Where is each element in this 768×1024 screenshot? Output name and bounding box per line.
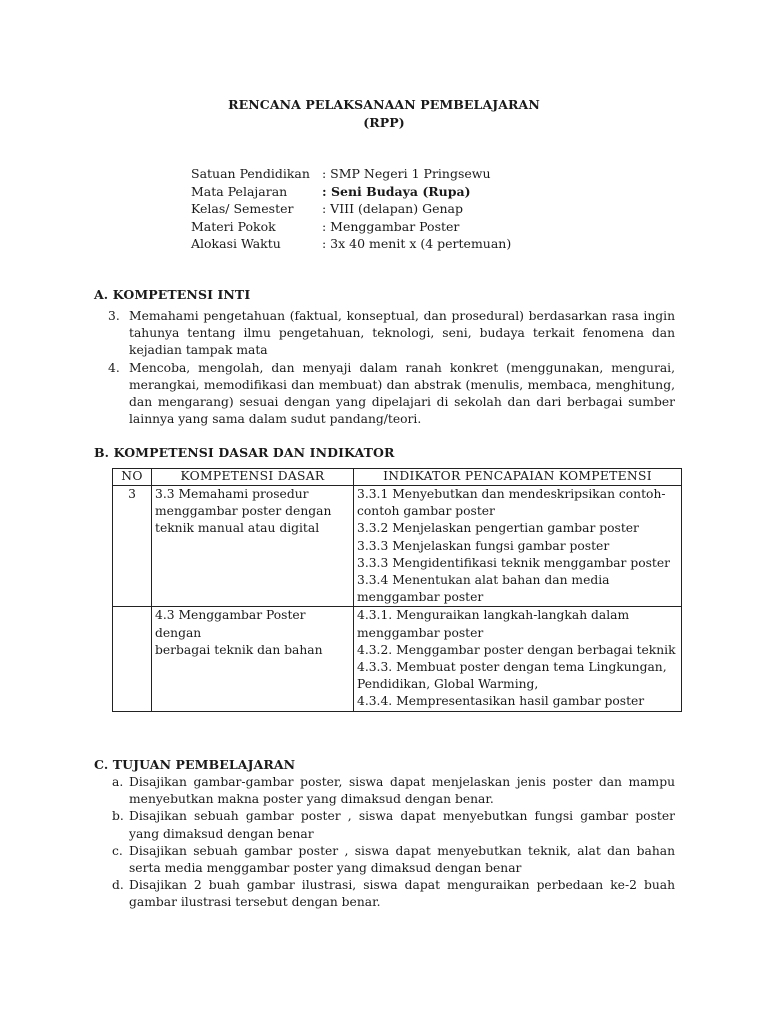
item-text: Disajikan sebuah gambar poster , siswa dapat menyebutkan teknik, alat dan bahan serta media menggambar poster yang dimaksud dengan benar <box>129 843 675 876</box>
tujuan-item <box>112 843 675 877</box>
kd-line: teknik manual atau digital <box>155 521 320 536</box>
identity-label: Mata Pelajaran <box>191 183 288 199</box>
identity-label: Satuan Pendidikan <box>191 166 310 181</box>
kd-line: dengan <box>155 625 202 640</box>
indicator-item: 3.3.2 Menjelaskan pengertian gambar poster <box>357 521 639 536</box>
item-number: 4. <box>108 360 120 375</box>
identity-value: : Menggambar Poster <box>322 218 460 234</box>
identity-value: : SMP Negeri 1 Pringsewu <box>322 166 491 181</box>
section-c-heading: C. TUJUAN PEMBELAJARAN <box>94 757 296 772</box>
identity-label: Materi Pokok <box>191 218 276 234</box>
document-subtitle: (RPP) <box>363 115 405 130</box>
kompetensi-table <box>112 468 682 712</box>
identity-block <box>191 165 511 253</box>
indicator-item: 4.3.2. Menggambar poster dengan berbagai teknik <box>357 642 676 657</box>
item-text: Disajikan 2 buah gambar ilustrasi, siswa dapat menguraikan perbedaan ke-2 buah gambar ilustrasi tersebut dengan benar. <box>129 878 675 910</box>
indicator-item: 3.3.3 Mengidentifikasi teknik menggambar poster <box>357 555 671 570</box>
section-a-heading: A. KOMPETENSI INTI <box>94 287 251 302</box>
kompetensi-inti-item <box>108 360 675 429</box>
tujuan-item <box>112 877 675 911</box>
kompetensi-inti-item <box>108 308 675 360</box>
indicator-item: 4.3.1. Menguraikan langkah-langkah dalam menggambar poster <box>357 608 630 640</box>
kd-line: 4.3 Menggambar Poster <box>155 608 306 623</box>
indicator-item: 3.3.1 Menyebutkan dan mendeskripsikan contoh-contoh gambar poster <box>357 487 666 519</box>
kd-line: berbagai teknik dan bahan <box>155 642 323 657</box>
table-cell-indicators <box>354 607 682 711</box>
kompetensi-inti-list <box>108 308 675 428</box>
table-row <box>113 607 682 711</box>
table-cell-no: 3 <box>113 486 152 607</box>
identity-row <box>191 183 511 201</box>
item-number: 3. <box>108 309 120 323</box>
item-text: Mencoba, mengolah, dan menyaji dalam ranah konkret (menggunakan, mengurai, merangkai, memodifikasi dan membuat) dan abstrak (menulis, membaca, menghitung, dan mengarang) sesuai dengan yang dipelajari di sekolah dan dari berbagai sumber lainnya yang sama dalam sudut pandang/teori. <box>129 360 675 427</box>
indicator-item: 4.3.3. Membuat poster dengan tema Lingkungan, Pendidikan, Global Warming, <box>357 660 667 692</box>
identity-label: Kelas/ Semester <box>191 201 294 216</box>
table-cell-kd <box>152 486 354 607</box>
table-cell-indicators <box>354 486 682 607</box>
item-text: Disajikan gambar-gambar poster, siswa dapat menjelaskan jenis poster dan mampu menyebutkan makna poster yang dimaksud dengan benar. <box>129 775 675 807</box>
kd-line: 3.3 Memahami prosedur <box>155 487 309 501</box>
identity-value: : VIII (delapan) Genap <box>322 201 463 216</box>
table-header-no: NO <box>113 469 152 486</box>
identity-value: : 3x 40 menit x (4 pertemuan) <box>322 236 512 251</box>
tujuan-item <box>112 808 675 842</box>
kd-line: menggambar poster dengan <box>155 504 332 519</box>
table-cell-no <box>113 607 152 711</box>
item-letter: a. <box>112 775 124 789</box>
indicator-item: 3.3.3 Menjelaskan fungsi gambar poster <box>357 538 610 553</box>
section-b-heading: B. KOMPETENSI DASAR DAN INDIKATOR <box>94 445 395 460</box>
identity-row <box>191 200 511 218</box>
identity-row <box>191 165 511 183</box>
identity-row <box>191 235 511 253</box>
table-header-indicator: INDIKATOR PENCAPAIAN KOMPETENSI <box>354 469 682 486</box>
table-row <box>113 486 682 607</box>
identity-row <box>191 218 511 236</box>
table-header-kd: KOMPETENSI DASAR <box>152 469 354 486</box>
item-letter: b. <box>112 809 124 824</box>
indicator-item: 3.3.4 Menentukan alat bahan dan media menggambar poster <box>357 573 610 605</box>
document-title: RENCANA PELAKSANAAN PEMBELAJARAN <box>228 97 540 112</box>
item-text: Disajikan sebuah gambar poster , siswa dapat menyebutkan fungsi gambar poster yang dimaksud dengan benar <box>129 809 675 841</box>
tujuan-list <box>112 774 675 912</box>
identity-value: : Seni Budaya (Rupa) <box>322 183 471 199</box>
tujuan-item <box>112 774 675 808</box>
table-cell-kd <box>152 607 354 711</box>
item-text: Memahami pengetahuan (faktual, konseptual, dan prosedural) berdasarkan rasa ingin tahunya tentang ilmu pengetahuan, teknologi, seni, budaya terkait fenomena dan kejadian tampak mata <box>129 309 675 358</box>
identity-label: Alokasi Waktu <box>191 236 281 251</box>
table-header-row <box>113 469 682 486</box>
item-letter: c. <box>112 843 123 858</box>
indicator-item: 4.3.4. Mempresentasikan hasil gambar poster <box>357 694 645 709</box>
item-letter: d. <box>112 878 124 893</box>
